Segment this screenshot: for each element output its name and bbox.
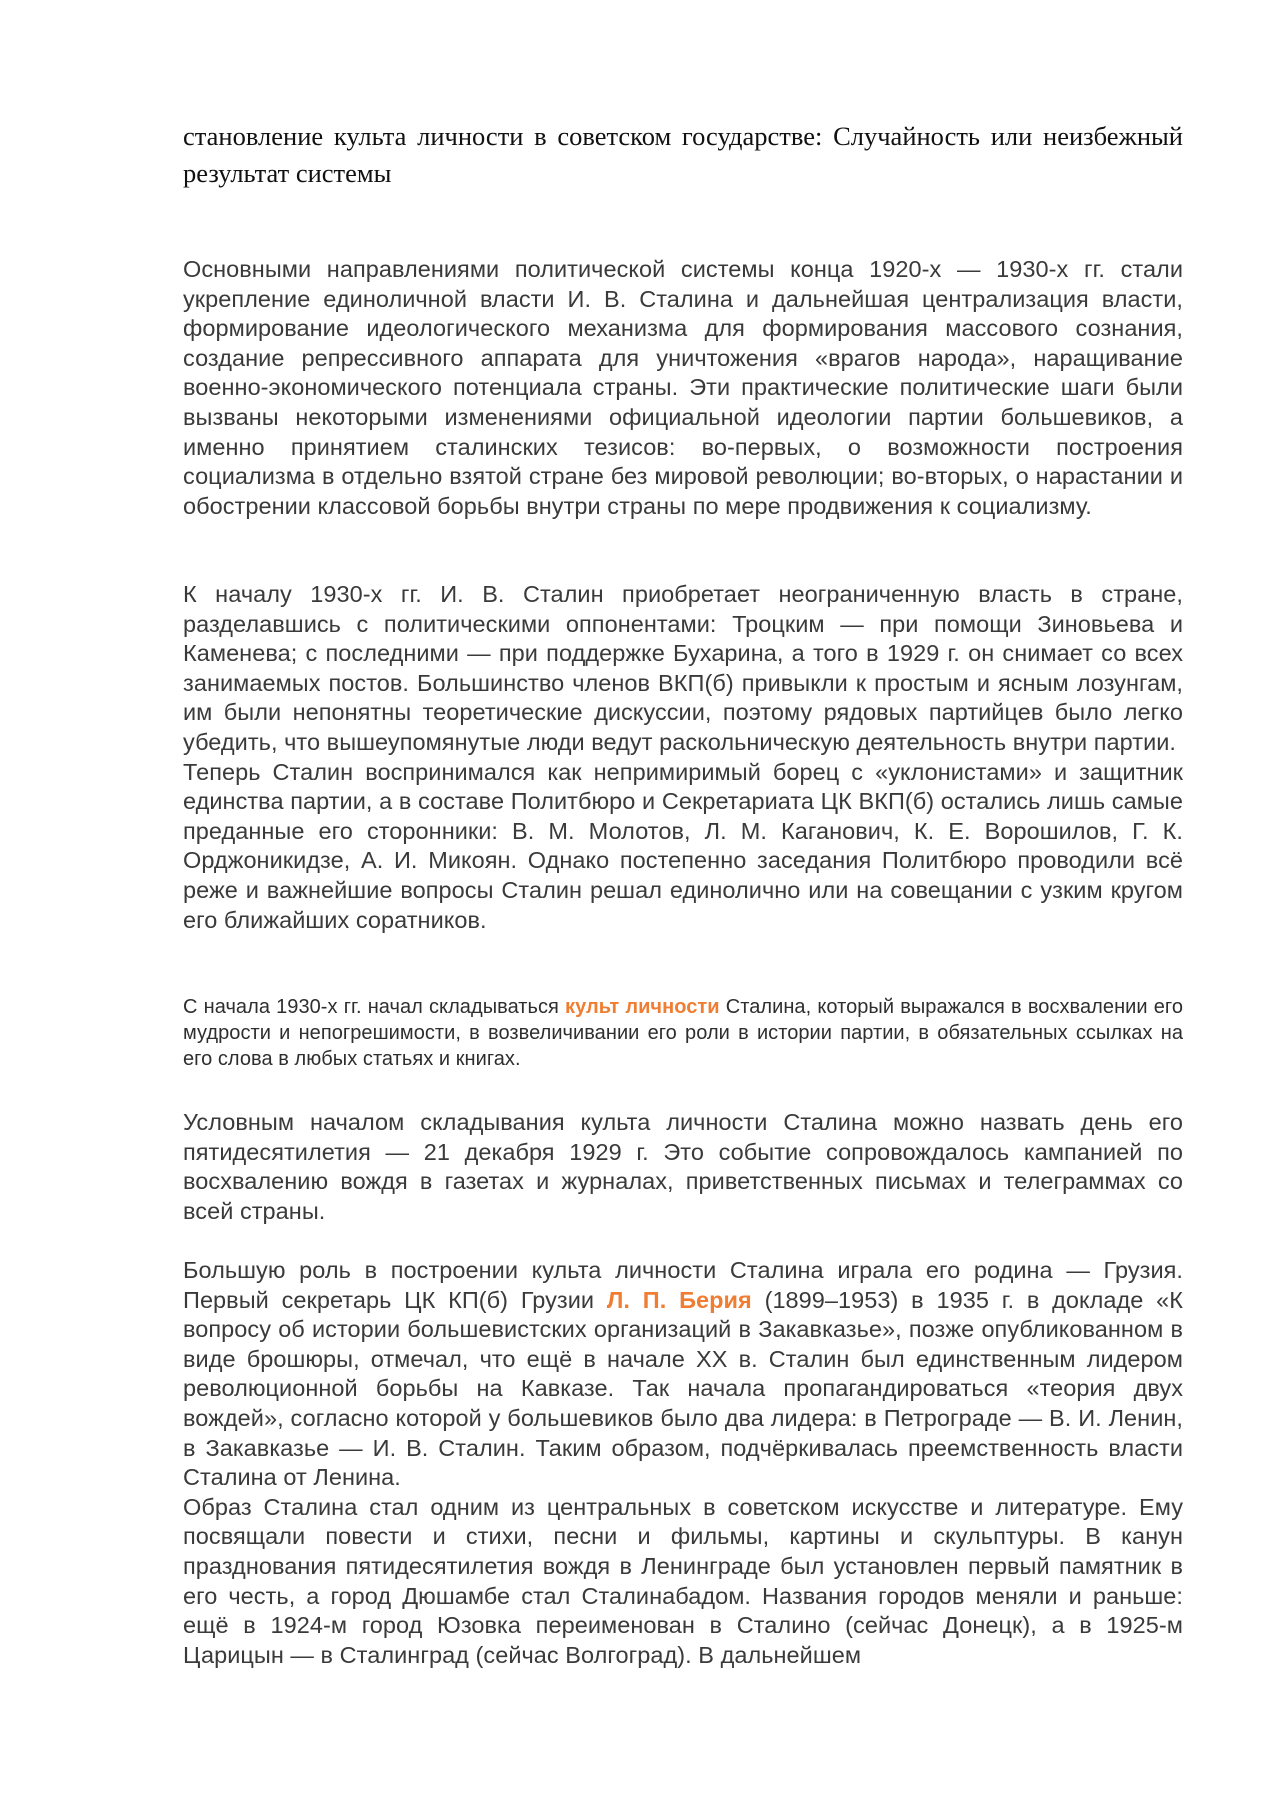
- document-title: становление культа личности в советском государстве: Случайность или неизбежный результат системы: [183, 121, 1183, 188]
- paragraph-fiftieth-anniversary: Условным началом складывания культа личности Сталина можно назвать день его пятидесятилетия — 21 декабря 1929 г. Это событие сопровождалось кампанией по восхвалению вождя в газетах и журналах, приветственных письмах и телеграммах со всей страны.: [183, 1109, 1183, 1224]
- beria-link[interactable]: Л. П. Берия: [606, 1286, 752, 1313]
- personality-cult-link[interactable]: культ личности: [565, 996, 720, 1018]
- paragraph-georgia-role-after: (1899–1953) в 1935 г. в докладе «К вопросу об истории большевистских организаций в Закавказье», позже опубликованном в виде брошюры, отмечал, что ещё в начале XX в. Сталин был единственным лидером революционной борьбы на Кавказе. Так начала пропагандироваться «теория двух вождей», согласно которой у большевиков было два лидера: в Петрограде — В. И. Ленин, в Закавказье — И. В. Сталин. Таким образом, подчёркивалась преемственность власти Сталина от Ленина.: [183, 1286, 1183, 1491]
- paragraph-stalin-power: [183, 580, 1183, 935]
- paragraph-political-system: Основными направлениями политической системы конца 1920-х — 1930-х гг. стали укрепление единоличной власти И. В. Сталина и дальнейшая централизация власти, формирование идеологического механизма для формирования массового сознания, создание репрессивного аппарата для уничтожения «врагов народа», наращивание военно-экономического потенциала страны. Эти практические политические шаги были вызваны некоторыми изменениями официальной идеологии партии большевиков, а именно принятием сталинских тезисов: во-первых, о возможности построения социализма в отдельно взятой стране без мировой революции; во-вторых, о нарастании и обострении классовой борьбы внутри страны по мере продвижения к социализму.: [183, 256, 1183, 519]
- paragraph-georgia-role-before: Большую роль в построении культа личности Сталина играла его родина — Грузия. Первый секретарь ЦК КП(б) Грузии: [183, 1257, 1183, 1313]
- paragraph-personality-cult-before: С начала 1930-х гг. начал складываться: [183, 996, 566, 1018]
- paragraph-stalin-image-art: Образ Сталина стал одним из центральных в советском искусстве и литературе. Ему посвящали повести и стихи, песни и фильмы, картины и скульптуры. В канун празднования пятидесятилетия вождя в Ленинграде был установлен первый памятник в его честь, а город Дюшамбе стал Сталинабадом. Названия городов меняли и раньше: ещё в 1924-м город Юзовка переименован в Сталино (сейчас Донецк), а в 1925-м Царицын — в Сталинград (сейчас Волгоград). В дальнейшем: [183, 1493, 1183, 1668]
- paragraph-stalin-power-continuation: Теперь Сталин воспринимался как непримиримый борец с «уклонистами» и защитник единства партии, а в составе Политбюро и Секретариата ЦК ВКП(б) остались лишь самые преданные его сторонники: В. М. Молотов, Л. М. Каганович, К. Е. Ворошилов, Г. К. Орджоникидзе, А. И. Микоян. Однако постепенно заседания Политбюро проводили всё реже и важнейшие вопросы Сталин решал единолично или на совещании с узким кругом его ближайших соратников.: [183, 758, 1183, 933]
- paragraph-stalin-power-text: К началу 1930-х гг. И. В. Сталин приобретает неограниченную власть в стране, разделавшись с политическими оппонентами: Троцким — при помощи Зиновьева и Каменева; с последними — при поддержке Бухарина, а того в 1929 г. он снимает со всех занимаемых постов. Большинство членов ВКП(б) привыкли к простым и ясным лозунгам, им были непонятны теоретические дискуссии, поэтому рядовых партийцев было легко убедить, что вышеупомянутые люди ведут раскольническую деятельность внутри партии.: [183, 581, 1183, 755]
- paragraph-georgia-role: [183, 1256, 1183, 1670]
- paragraph-personality-cult: [183, 994, 1183, 1072]
- paragraph-personality-cult-after: Сталина, который выражался в восхвалении его мудрости и непогрешимости, в возвеличивании его роли в истории партии, в обязательных ссылках на его слова в любых статьях и книгах.: [183, 996, 1183, 1070]
